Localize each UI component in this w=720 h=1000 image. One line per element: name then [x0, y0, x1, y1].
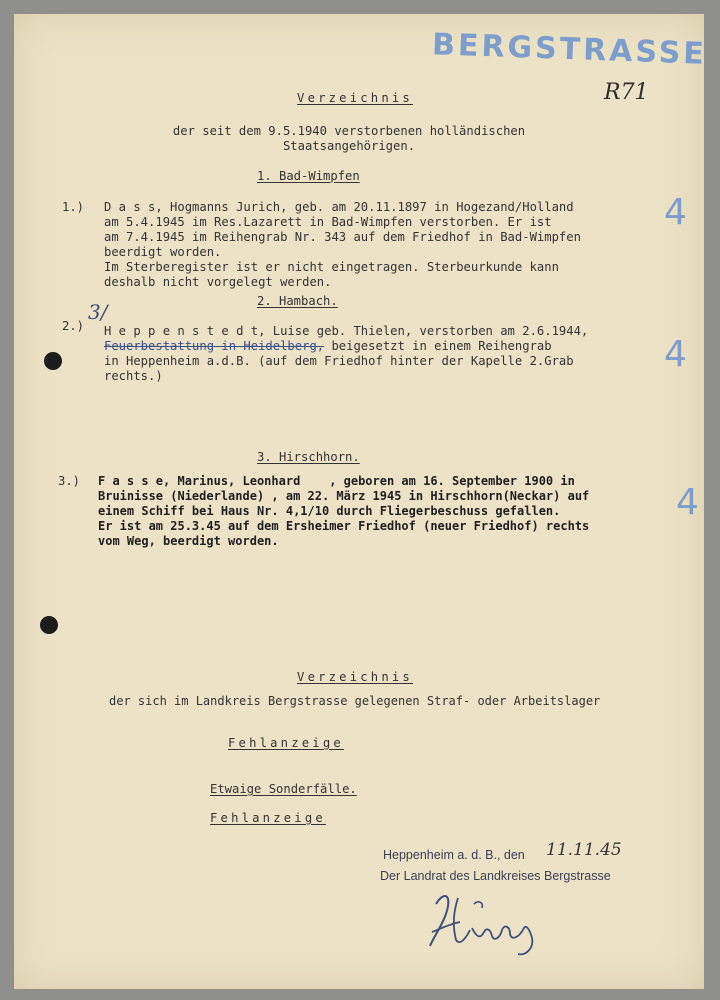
section-2-number: 2.) [62, 319, 85, 333]
section-2-struck-text: Feuerbestattung in Heidelberg, [104, 339, 325, 353]
document-subtitle-line-1: der seit dem 9.5.1940 verstorbenen holländischen [172, 124, 526, 138]
section-2-heading: 2. Hambach. [257, 294, 338, 308]
section-3-line-2: Bruinisse (Niederlande) , am 22. März 1945 in Hirschhorn(Neckar) auf [98, 489, 590, 503]
fehlanzeige-2: Fehlanzeige [210, 811, 326, 825]
section-1-line-5: Im Sterberegister ist er nicht eingetragen. Sterbeurkunde kann [104, 260, 559, 274]
section-2-line-4: rechts.) [104, 369, 163, 383]
punch-hole-upper [44, 352, 62, 370]
section-3-line-1: F a s s e, Marinus, Leonhard , geboren am 16. September 1900 in [98, 474, 575, 488]
section-3-number: 3.) [58, 474, 81, 488]
section-1-line-3: am 7.4.1945 im Reihengrab Nr. 343 auf dem Friedhof in Bad-Wimpfen [104, 230, 581, 244]
margin-mark-1: 4 [664, 192, 688, 233]
section-1-line-4: beerdigt worden. [104, 245, 222, 259]
stamp-authority: Der Landrat des Landkreises Bergstrasse [380, 869, 611, 883]
fehlanzeige-1: Fehlanzeige [228, 736, 344, 750]
signature [414, 884, 564, 964]
section-3-line-3: einem Schiff bei Haus Nr. 4,1/10 durch Fliegerbeschuss gefallen. [98, 504, 561, 518]
margin-mark-3: 4 [676, 482, 700, 523]
punch-hole-lower [40, 616, 58, 634]
section-2-line-3: in Heppenheim a.d.B. (auf dem Friedhof hinter der Kapelle 2.Grab [104, 354, 574, 368]
section-1-line-2: am 5.4.1945 im Res.Lazarett in Bad-Wimpfen verstorben. Er ist [104, 215, 552, 229]
section-3-line-5: vom Weg, beerdigt worden. [98, 534, 279, 548]
section-1-line-6: deshalb nicht vorgelegt werden. [104, 275, 332, 289]
section-2-line-1: H e p p e n s t e d t, Luise geb. Thielen, verstorben am 2.6.1944, [104, 324, 589, 338]
margin-mark-2: 4 [664, 334, 688, 375]
section-1-line-1: D a s s, Hogmanns Jurich, geb. am 20.11.1897 in Hogezand/Holland [104, 200, 574, 214]
second-subtitle: der sich im Landkreis Bergstrasse gelegenen Straf- oder Arbeitslager [109, 694, 601, 708]
document-subtitle-line-2: Staatsangehörigen. [282, 139, 416, 153]
handwritten-header: BERGSTRASSE [431, 27, 708, 72]
section-2-number-annotation: 3/ [88, 300, 108, 324]
stamp-handwritten-date: 11.11.45 [546, 840, 622, 860]
document-title: Verzeichnis [297, 91, 413, 105]
special-cases-heading: Etwaige Sonderfälle. [210, 782, 357, 796]
section-1-heading: 1. Bad-Wimpfen [257, 169, 360, 183]
section-3-heading: 3. Hirschhorn. [257, 450, 360, 464]
document-page [14, 14, 708, 989]
section-3-line-4: Er ist am 25.3.45 auf dem Ersheimer Friedhof (neuer Friedhof) rechts [98, 519, 590, 533]
section-2-line-2 [104, 339, 552, 354]
section-1-number: 1.) [62, 200, 85, 214]
section-2-line-2-rest: beigesetzt in einem Reihengrab [324, 339, 552, 353]
second-title: Verzeichnis [297, 670, 413, 684]
stamp-place-date: Heppenheim a. d. B., den [383, 848, 525, 862]
handwritten-number: R71 [604, 80, 649, 105]
